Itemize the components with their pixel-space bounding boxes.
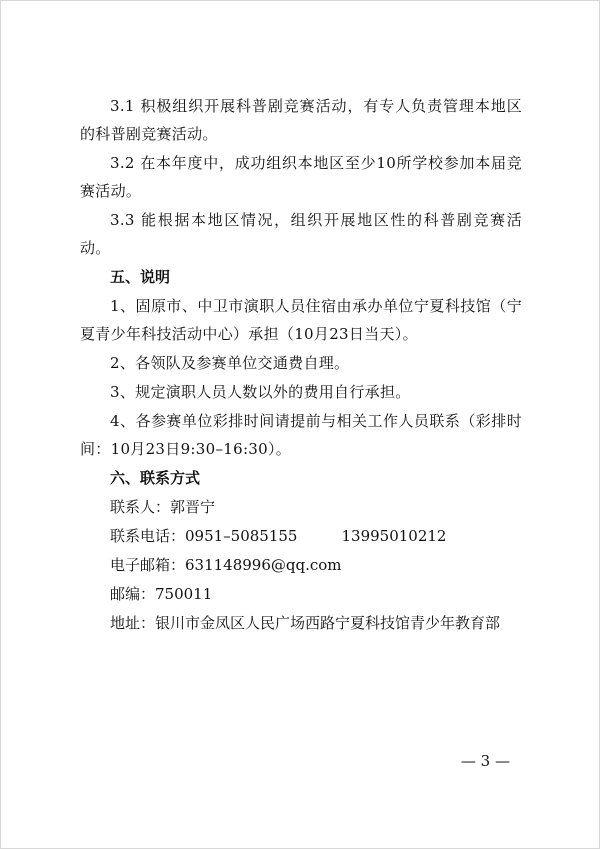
note-2: 2、各领队及参赛单位交通费自理。 <box>110 354 350 372</box>
item-3-2: 3.2 在本年度中，成功组织本地区至少10所学校参加本届竞赛活动。 <box>80 154 522 200</box>
contact-email: 电子邮箱：631148996@qq.com <box>110 556 342 574</box>
phone-mobile: 13995010212 <box>341 527 447 545</box>
item-3-1: 3.1 积极组织开展科普剧竞赛活动，有专人负责管理本地区的科普剧竞赛活动。 <box>80 97 522 143</box>
contact-address: 地址：银川市金凤区人民广场西路宁夏科技馆青少年教育部 <box>110 614 501 632</box>
contact-postcode: 邮编：750011 <box>110 585 213 603</box>
contact-person: 联系人：郭晋宁 <box>110 498 216 516</box>
section-6-title: 六、联系方式 <box>110 469 201 487</box>
phone-landline: 联系电话：0951–5085155 <box>110 527 298 545</box>
page-number: — 3 — <box>460 752 510 770</box>
note-1: 1、固原市、中卫市演职人员住宿由承办单位宁夏科技馆（宁夏青少年科技活动中心）承担（10月23日当天）。 <box>80 297 522 343</box>
note-3: 3、规定演职人员人数以外的费用自行承担。 <box>110 383 411 401</box>
section-5-title: 五、说明 <box>110 268 171 286</box>
document-body <box>80 92 522 638</box>
item-3-3: 3.3 能根据本地区情况，组织开展地区性的科普剧竞赛活动。 <box>80 211 522 257</box>
note-4: 4、各参赛单位彩排时间请提前与相关工作人员联系（彩排时间：10月23日9:30–16:30）。 <box>80 412 522 458</box>
contact-phone <box>80 522 522 550</box>
